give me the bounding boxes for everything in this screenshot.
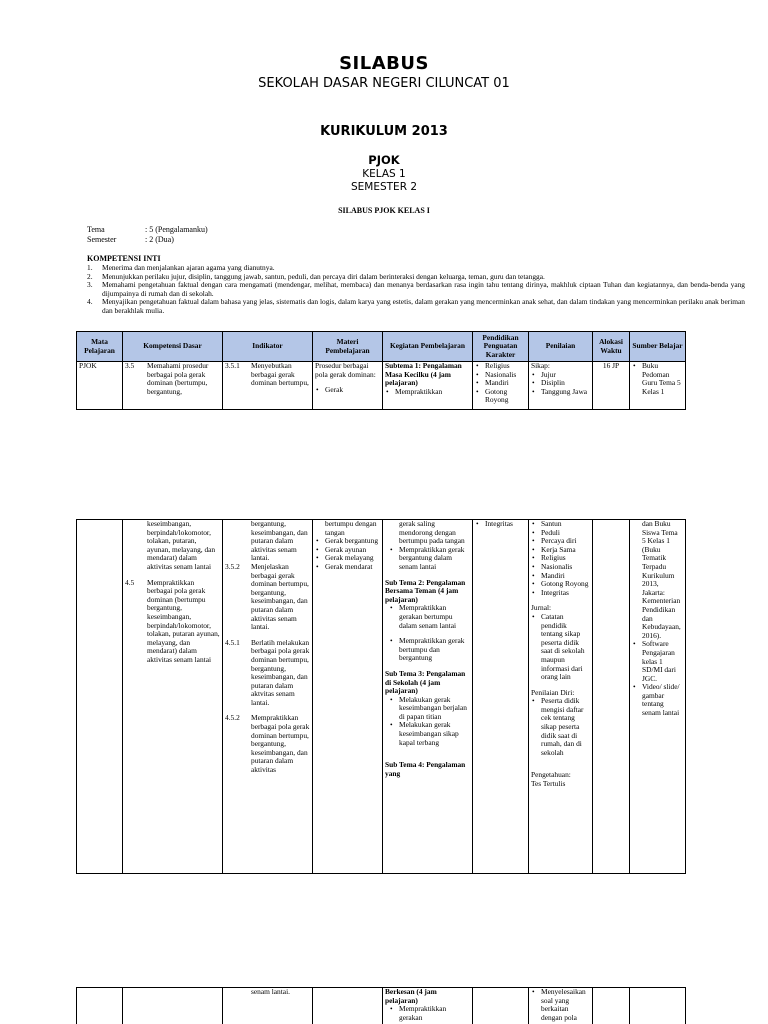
table-row	[77, 988, 686, 1024]
cell-indikator: 3.5.1 Menyebutkan berbagai gerak dominan bertumpu,	[223, 362, 313, 410]
cell-ppk	[473, 988, 529, 1024]
table-header-row	[77, 332, 686, 362]
cell-materi: Prosedur berbagai pola gerak dominan: • Gerak	[313, 362, 383, 410]
semester-line	[87, 235, 174, 244]
table-row	[77, 362, 686, 410]
ki-item: 1. Menerima dan menjalankan ajaran agama yang dianutnya.	[87, 263, 275, 272]
cell-kegiatan: Berkesan (4 jam pelajaran) • Mempraktikkan gerakan	[383, 988, 473, 1024]
syllabus-table-part-1	[76, 331, 686, 410]
col-header: Alokasi Waktu	[593, 332, 630, 362]
col-header: Sumber Belajar	[630, 332, 686, 362]
cell-ppk: • Integritas	[473, 520, 529, 874]
cell-alokasi	[593, 988, 630, 1024]
cell-ppk: • Religius • Nasionalis • Mandiri • Gotong Royong	[473, 362, 529, 410]
subject-heading: PJOK	[368, 153, 400, 167]
tema-label: Tema	[87, 225, 105, 234]
class-heading: KELAS 1	[362, 168, 406, 180]
semester-label: Semester	[87, 235, 117, 244]
cell-mapel	[77, 520, 123, 874]
school-name: SEKOLAH DASAR NEGERI CILUNCAT 01	[258, 76, 510, 91]
syllabus-subheading: SILABUS PJOK KELAS I	[338, 206, 430, 215]
cell-indikator: bergantung, keseimbangan, dan putaran dalam aktivitas senam lantai. 3.5.2 Menjelaskan berbagai gerak dominan bertumpu, bergantung, keseimbangan, dan putaran dalam aktivitas senam lantai. 4.5.1 Berlatih melakukan berbagai pola gerak dominan bertumpu, bergantung, keseimbangan, dan putaran dalam aktvitas senam lantai. 4.5.2 Mempraktikkan berbagai pola gerak dominan bertumpu, bergantung, keseimbangan, dan putaran dalam aktivitas	[223, 520, 313, 874]
kompetensi-inti-heading: KOMPETENSI INTI	[87, 254, 161, 263]
col-header: Indikator	[223, 332, 313, 362]
cell-kd	[123, 988, 223, 1024]
cell-kegiatan: gerak saling mendorong dengan bertumpu pada tangan • Mempraktikkan gerak bergantung dalam senam lantai Sub Tema 2: Pengalaman Bersama Teman (4 jam pelajaran) • Mempraktikkan gerakan bertumpu dalam senam lantai • Mempraktikkan gerak bertumpu dan bergantung Sub Tema 3: Pengalaman di Sekolah (4 jam pelajaran) • Melakukan gerak keseimbangan berjalan di papan titian • Melakukan gerak keseimbangan sikap kapal terbang Sub Tema 4: Pengalaman yang	[383, 520, 473, 874]
cell-indikator: senam lantai.	[223, 988, 313, 1024]
semester-value: : 2 (Dua)	[145, 235, 174, 244]
cell-sumber: dan Buku Siswa Tema 5 Kelas 1 (Buku Tematik Terpadu Kurikulum 2013, Jakarta: Kementerian Pendidikan dan Kebudayaan, 2016). • Software Pengajaran kelas 1 SD/MI dari JGC. • Video/ slide/ gambar tentang senam lantai	[630, 520, 686, 874]
ki-item: 2. Menunjukkan perilaku jujur, disiplin, tanggung jawab, santun, peduli, dan percaya diri dalam berinteraksi dengan keluarga, teman, guru dan tetangga.	[87, 271, 545, 281]
cell-materi: bertumpu dengan tangan • Gerak bergantung • Gerak ayunan • Gerak melayang • Gerak mendarat	[313, 520, 383, 874]
cell-kd: 3.5 Memahami prosedur berbagai pola gerak dominan (bertumpu, bergantung,	[123, 362, 223, 410]
cell-kd: keseimbangan, berpindah/lokomotor, tolakan, putaran, ayunan, melayang, dan mendarat) dalam aktivitas senam lantai 4.5 Mempraktikkan berbagai pola gerak dominan (bertumpu bergantung, keseimbangan, berpindah/lokomotor, tolakan, putaran ayunan, melayang, dan mendarat) dalam aktivitas senam lantai	[123, 520, 223, 874]
ki-item: 3. Memahami pengetahuan faktual dengan cara mengamati (mendengar, melihat, membaca) dan menanya berdasarkan rasa ingin tahu tentang dirinya, makhluk ciptaan Tuhan dan kegiatannya, dan benda-benda yang dijumpainya di rumah dan di sekolah.	[87, 280, 745, 298]
col-header: Mata Pelajaran	[77, 332, 123, 362]
syllabus-table-part-3	[76, 987, 686, 1024]
cell-sumber	[630, 988, 686, 1024]
cell-penilaian: • Menyelesaikan soal yang berkaitan dengan pola	[529, 988, 593, 1024]
cell-sumber: • Buku Pedoman Guru Tema 5 Kelas 1	[630, 362, 686, 410]
curriculum-heading: KURIKULUM 2013	[320, 124, 448, 139]
semester-heading: SEMESTER 2	[350, 181, 418, 193]
col-header: Penilaian	[529, 332, 593, 362]
tema-line	[87, 225, 208, 234]
page-title: SILABUS	[339, 53, 429, 74]
cell-mapel: PJOK	[77, 362, 123, 410]
cell-alokasi	[593, 520, 630, 874]
cell-penilaian: Sikap: • Jujur • Disiplin • Tanggung Jawa	[529, 362, 593, 410]
cell-penilaian: • Santun • Peduli • Percaya diri • Kerja Sama • Religius • Nasionalis • Mandiri • Gotong Royong • Integritas Jurnal: • Catatan pendidik tentang sikap peserta didik saat di sekolah maupun informasi dari orang lain Penilaian Diri: • Peserta didik mengisi daftar cek tentang sikap peserta didik saat di rumah, dan di sekolah Pengetahuan: Tes Tertulis	[529, 520, 593, 874]
syllabus-table-part-2	[76, 519, 686, 874]
tema-value: : 5 (Pengalamanku)	[145, 225, 208, 234]
cell-mapel	[77, 988, 123, 1024]
cell-materi	[313, 988, 383, 1024]
cell-kegiatan: Subtema 1: Pengalaman Masa Kecilku (4 jam pelajaran) • Mempraktikkan	[383, 362, 473, 410]
table-row	[77, 520, 686, 874]
kompetensi-inti-list	[87, 264, 745, 316]
ki-item: 4. Menyajikan pengetahuan faktual dalam bahasa yang jelas, sistematis dan logis, dalam karya yang estetis, dalam gerakan yang mencerminkan anak sehat, dan dalam tindakan yang mencerminkan perilaku anak beriman dan berakhlak mulia.	[87, 297, 745, 315]
col-header: Pendidikan Penguatan Karakter	[473, 332, 529, 362]
col-header: Kompetensi Dasar	[123, 332, 223, 362]
col-header: Kegiatan Pembelajaran	[383, 332, 473, 362]
col-header: Materi Pembelajaran	[313, 332, 383, 362]
cell-alokasi: 16 JP	[593, 362, 630, 410]
